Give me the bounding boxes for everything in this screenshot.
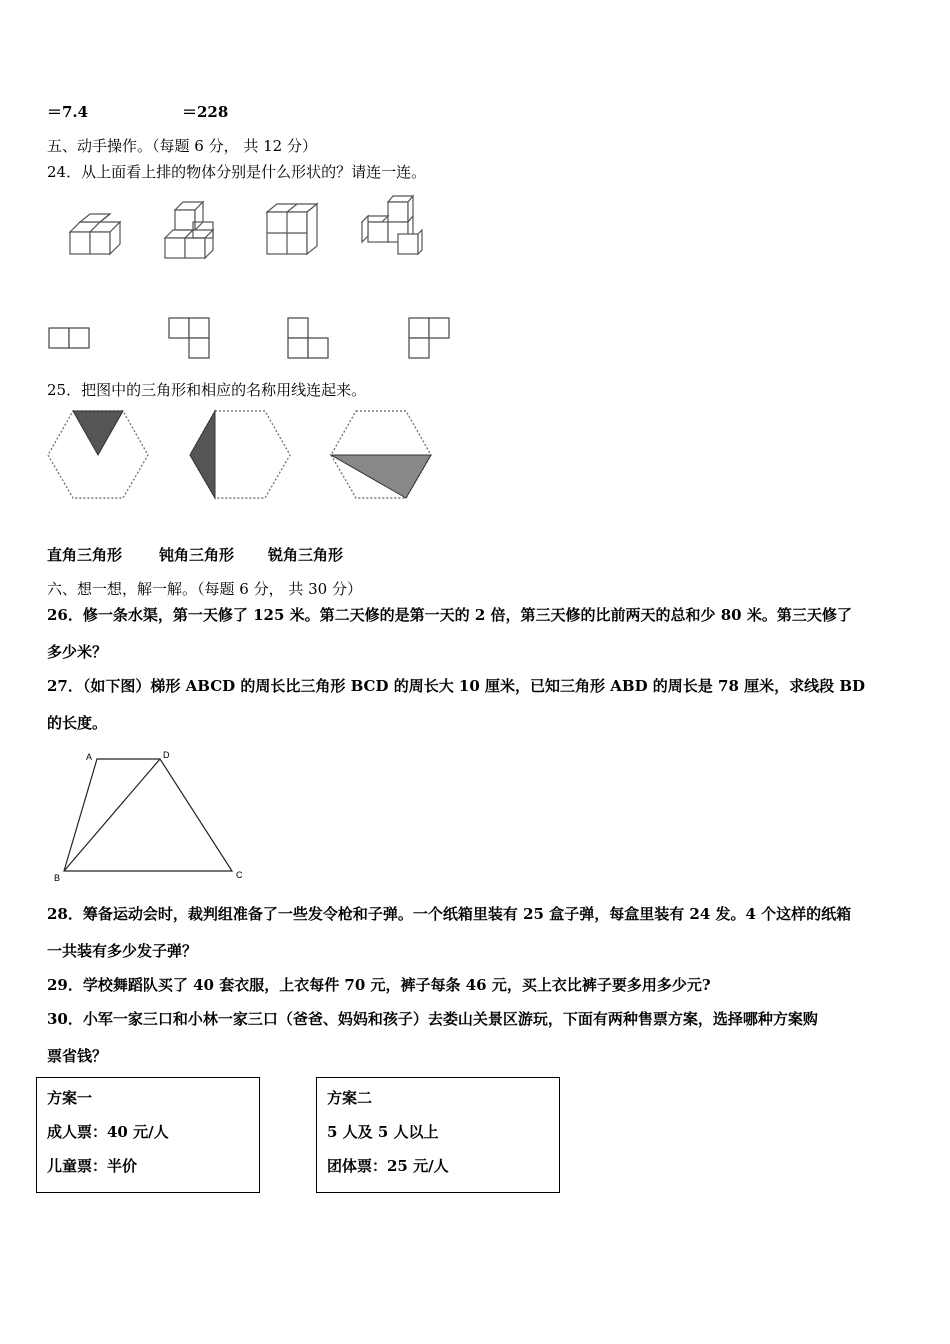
triangle-name-right: 直角三角形 <box>47 546 123 564</box>
plan-one-adult: 成人票：40 元/人 <box>47 1123 169 1141</box>
vertex-label-d: D <box>163 750 170 760</box>
question-26-line2: 多少米？ <box>47 643 108 661</box>
plan-two-condition: 5 人及 5 人以上 <box>327 1123 439 1141</box>
question-27-line1: 27．（如下图）梯形 ABCD 的周长比三角形 BCD 的周长大 10 厘米，已知三角形 ABD 的周长是 78 厘米，求线段 BD <box>47 677 866 695</box>
vertex-label-c: C <box>236 870 243 880</box>
triangle-name-obtuse: 钝角三角形 <box>159 546 235 564</box>
vertex-label-a: A <box>86 752 93 762</box>
question-30-line1: 30．小军一家三口和小林一家三口（爸爸、妈妈和孩子）去娄山关景区游玩，下面有两种售票方案，选择哪种方案购 <box>47 1010 818 1028</box>
question-30-line2: 票省钱？ <box>47 1047 108 1065</box>
question-29: 29．学校舞蹈队买了 40 套衣服，上衣每件 70 元，裤子每条 46 元，买上衣比裤子要多用多少元? <box>47 976 711 994</box>
plan-two-group: 团体票：25 元/人 <box>327 1157 449 1175</box>
question-26-line1: 26．修一条水渠，第一天修了 125 米。第二天修的是第一天的 2 倍，第三天修的比前两天的总和少 80 米。第三天修了 <box>47 606 852 624</box>
question-27-line2: 的长度。 <box>47 714 108 732</box>
question-28-line2: 一共装有多少发子弹？ <box>47 942 198 960</box>
vertex-label-b: B <box>54 873 61 883</box>
question-24: 24．从上面看上排的物体分别是什么形状的？请连一连。 <box>47 163 427 181</box>
result-left: ＝7.4 <box>47 103 89 121</box>
section5-heading: 五、动手操作。（每题 6 分， 共 12 分） <box>47 137 317 155</box>
triangle-name-acute: 锐角三角形 <box>268 546 344 564</box>
plan-one-title: 方案一 <box>47 1089 93 1107</box>
plan-two-title: 方案二 <box>327 1089 373 1107</box>
question-25: 25．把图中的三角形和相应的名称用线连起来。 <box>47 381 367 399</box>
plan-two-box <box>316 1077 560 1193</box>
plan-one-child: 儿童票：半价 <box>47 1157 138 1175</box>
result-right: ＝228 <box>182 103 229 121</box>
question-28-line1: 28．筹备运动会时，裁判组准备了一些发令枪和子弹。一个纸箱里装有 25 盒子弹，每盒里装有 24 发。4 个这样的纸箱 <box>47 905 852 923</box>
section6-heading: 六、想一想，解一解。（每题 6 分， 共 30 分） <box>47 580 362 598</box>
plan-one-box <box>36 1077 260 1193</box>
